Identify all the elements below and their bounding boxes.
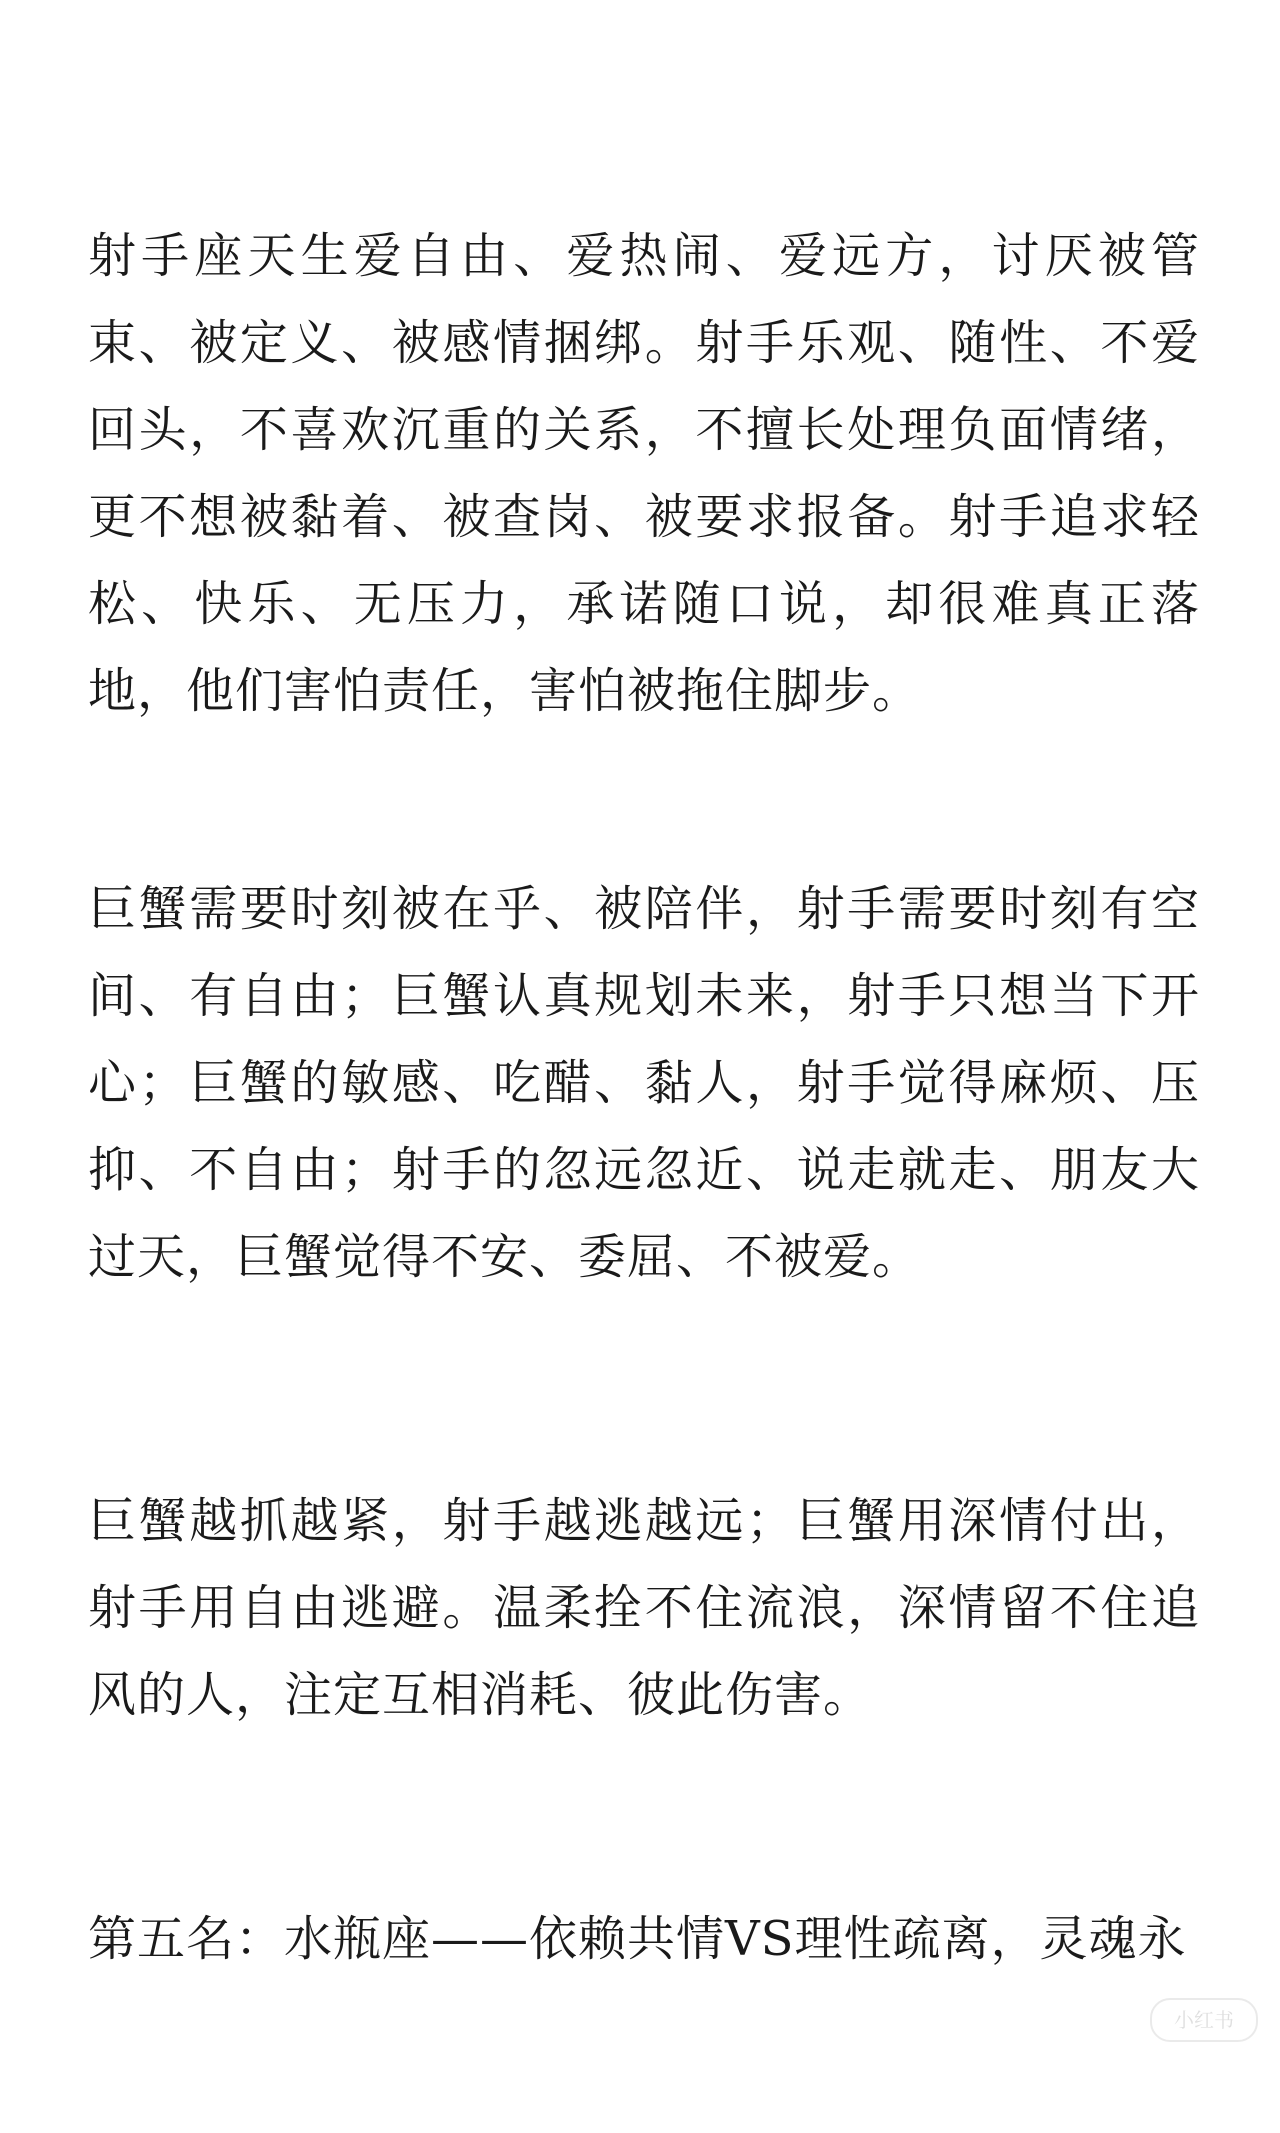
- paragraph-cancer-vs-sagittarius: 巨蟹需要时刻被在乎、被陪伴，射手需要时刻有空间、有自由；巨蟹认真规划未来，射手只想当下开心；巨蟹的敏感、吃醋、黏人，射手觉得麻烦、压抑、不自由；射手的忽远忽近、说走就走、朋友大过天，巨蟹觉得不安、委屈、不被爱。: [88, 881, 1200, 1285]
- watermark-logo: 小红书: [1150, 1998, 1258, 2042]
- section-heading-rank-five: 第五名：水瓶座——依赖共情VS理性疏离，灵魂永: [88, 1911, 1187, 1967]
- paragraph-sagittarius-traits: 射手座天生爱自由、爱热闹、爱远方，讨厌被管束、被定义、被感情捆绑。射手乐观、随性、不爱回头，不喜欢沉重的关系，不擅长处理负面情绪，更不想被黏着、被查岗、被要求报备。射手追求轻松、快乐、无压力，承诺随口说，却很难真正落地，他们害怕责任，害怕被拖住脚步。: [88, 228, 1200, 719]
- paragraph-conclusion: 巨蟹越抓越紧，射手越逃越远；巨蟹用深情付出，射手用自由逃避。温柔拴不住流浪，深情留不住追风的人，注定互相消耗、彼此伤害。: [88, 1493, 1200, 1723]
